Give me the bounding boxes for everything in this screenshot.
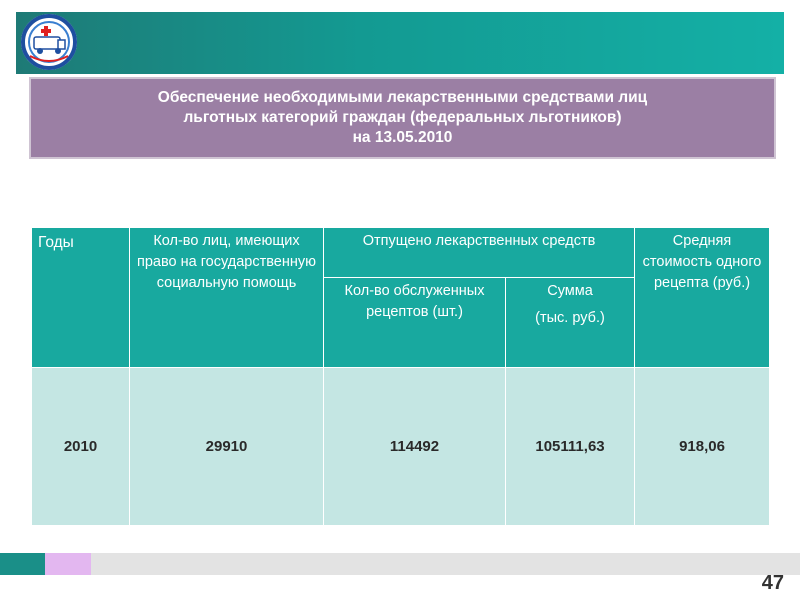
header-dispensed-medicines: Отпущено лекарственных средств: [324, 228, 635, 278]
medical-logo-icon: [20, 12, 78, 72]
cell-year: 2010: [32, 368, 130, 526]
title-line-3: на 13.05.2010: [352, 129, 453, 146]
header-people-count: Кол-во лиц, имеющих право на государственную социальную помощь: [130, 228, 324, 368]
title-line-1: Обеспечение необходимыми лекарственными средствами лиц: [157, 89, 648, 106]
table-row: [32, 368, 770, 526]
cell-prescriptions: 114492: [324, 368, 506, 526]
footer-bar-teal: [0, 553, 45, 575]
header-sum: [506, 278, 635, 368]
slide-title: [29, 77, 776, 159]
header-band: [16, 12, 784, 74]
header-sum-line2: (тыс. руб.): [535, 310, 605, 326]
page-number: 47: [761, 572, 784, 594]
header-average-cost: Средняя стоимость одного рецепта (руб.): [635, 228, 770, 368]
cell-sum: 105111,63: [506, 368, 635, 526]
statistics-table: [31, 227, 770, 526]
footer-bar-gray: [91, 553, 800, 575]
header-years: Годы: [32, 228, 130, 368]
cell-people: 29910: [130, 368, 324, 526]
header-prescriptions: Кол-во обслуженных рецептов (шт.): [324, 278, 506, 368]
cell-average-cost: 918,06: [635, 368, 770, 526]
title-line-2: льготных категорий граждан (федеральных льготников): [183, 109, 622, 126]
footer-bar-pink: [45, 553, 91, 575]
header-sum-line1: Сумма: [547, 283, 593, 299]
